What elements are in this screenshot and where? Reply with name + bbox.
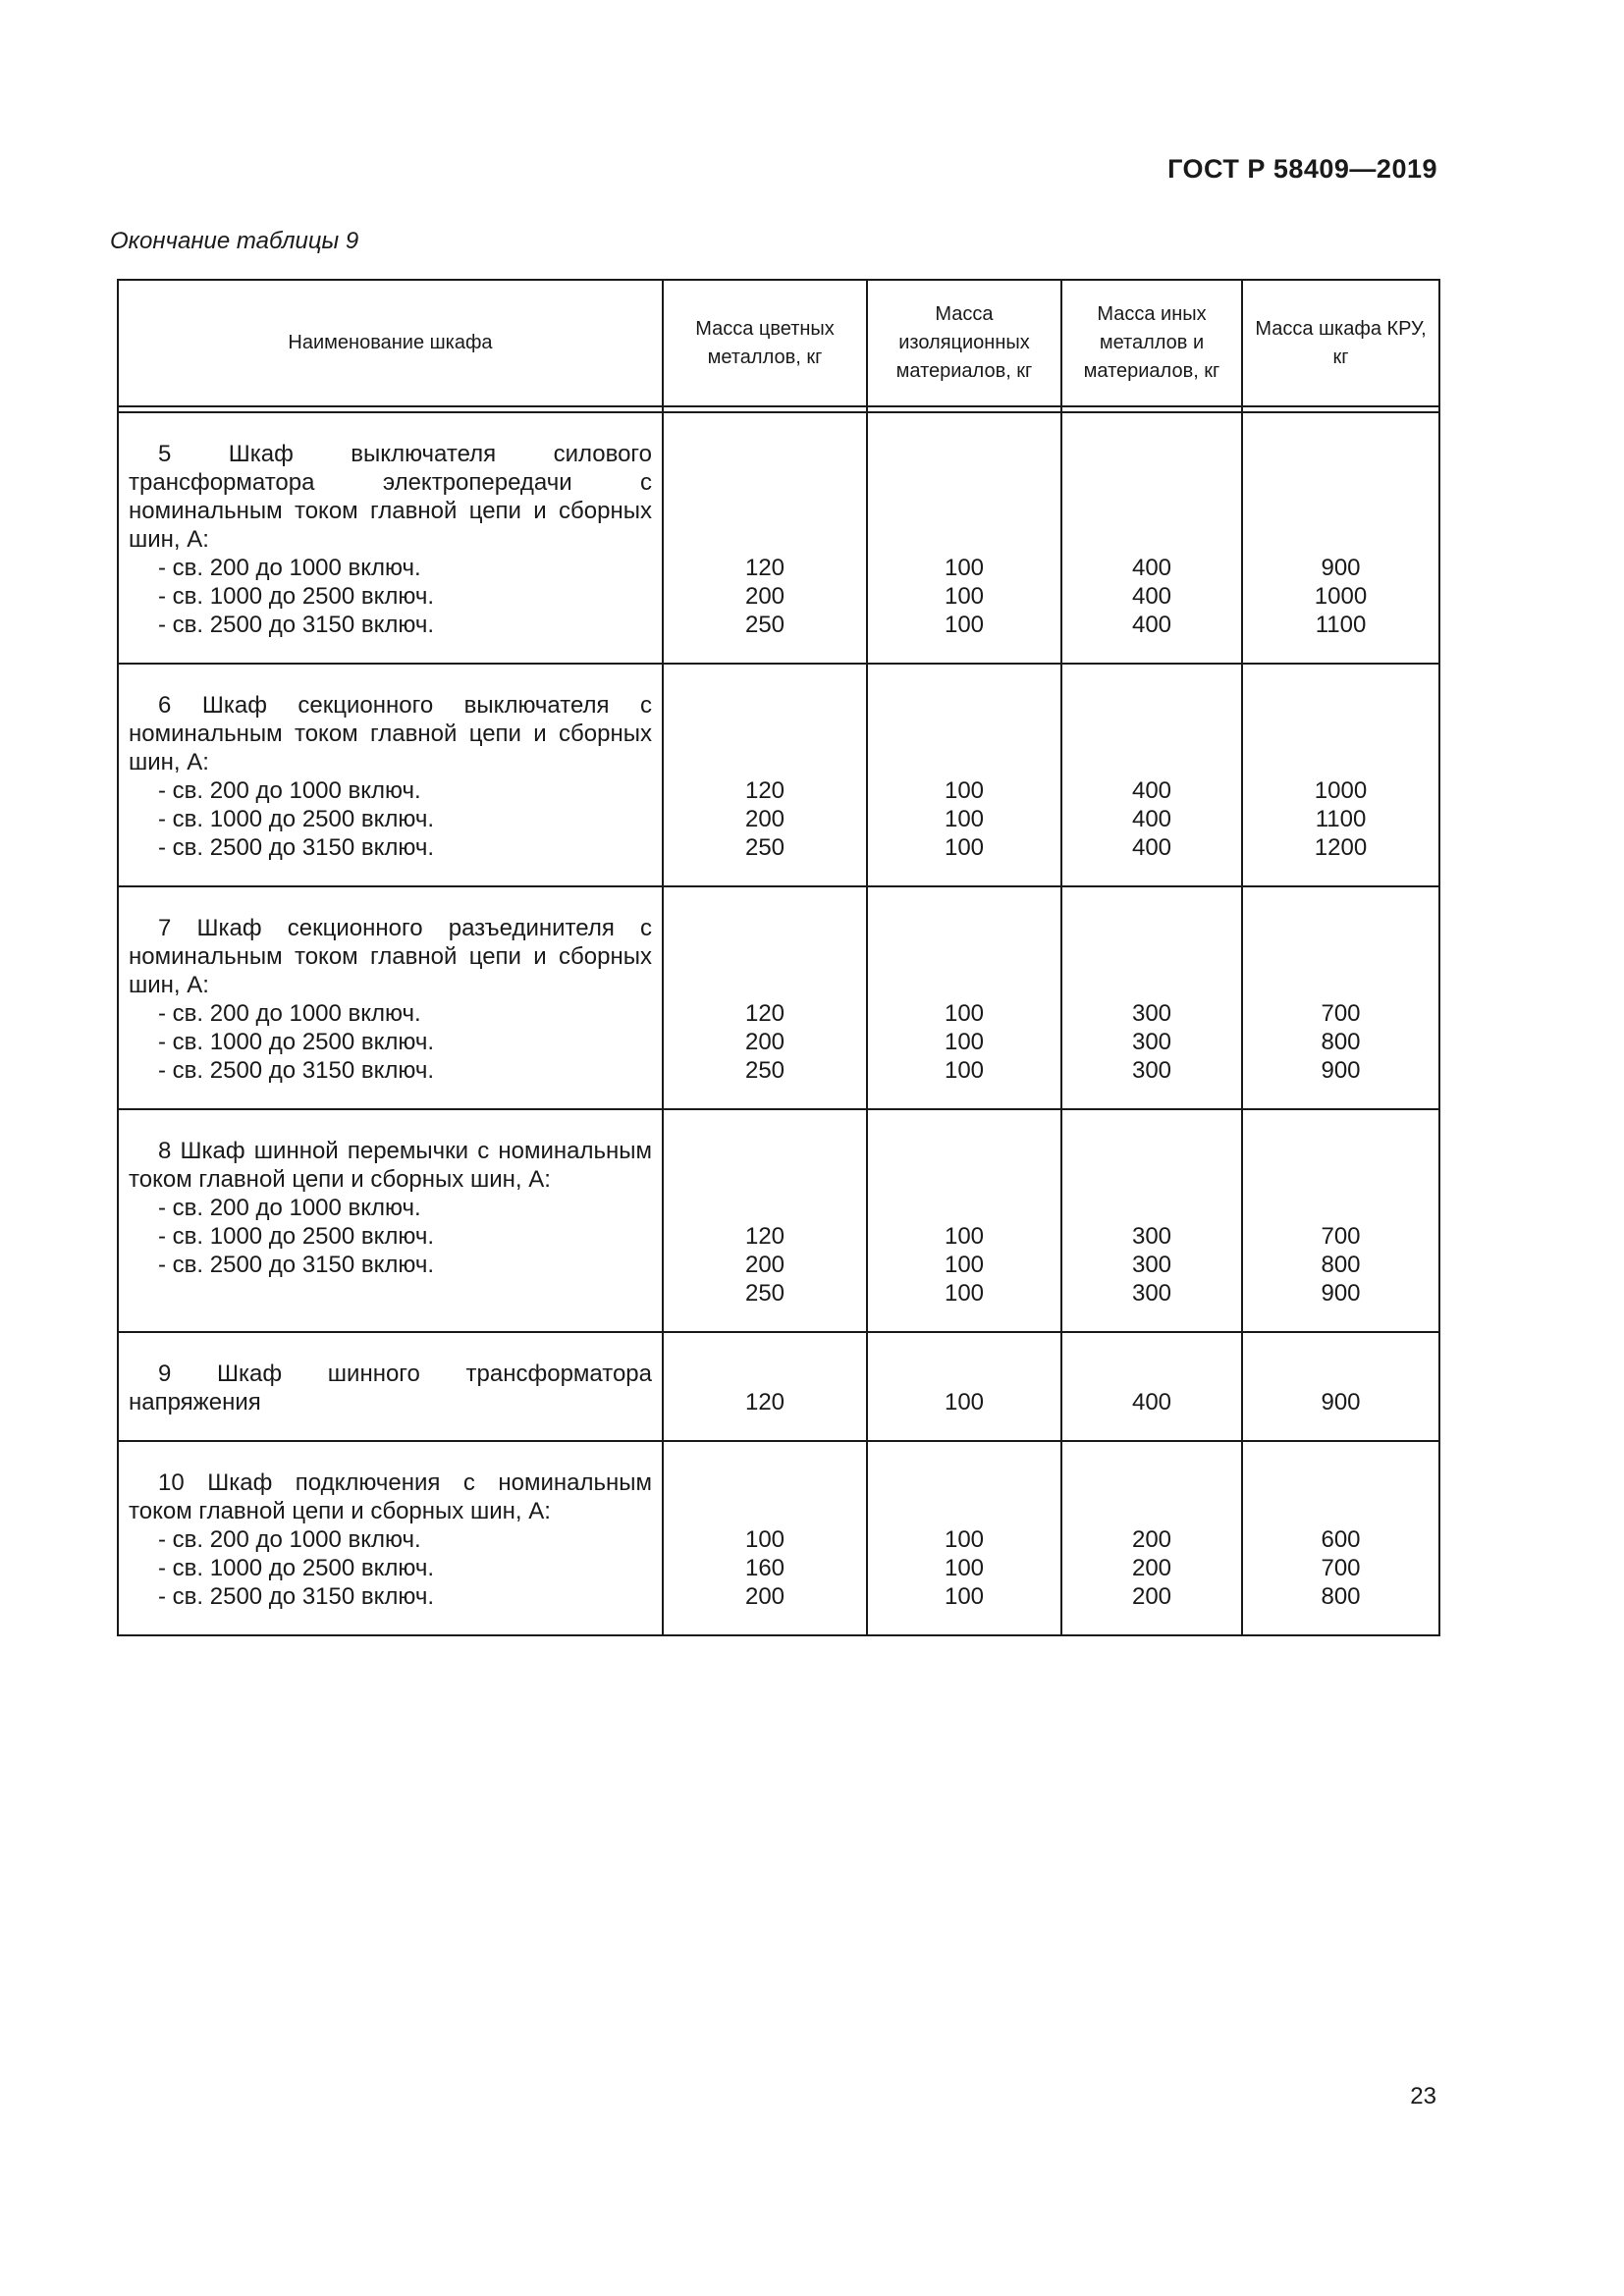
mass-value: 600 (1321, 1526, 1361, 1553)
header-other-mass: Масса иных металлов и материалов, кг (1061, 280, 1242, 406)
cabinet-name-cell (118, 1441, 663, 1635)
cabinet-name-cell (118, 1332, 663, 1441)
mass-value: 100 (944, 1223, 985, 1250)
mass-value: 100 (944, 1526, 985, 1553)
mass-value-cell (867, 1332, 1061, 1441)
mass-value: 100 (944, 1389, 985, 1415)
cabinet-name-cell (118, 886, 663, 1109)
mass-value: 200 (744, 1583, 785, 1610)
mass-value-cell (1242, 886, 1439, 1109)
mass-value: 120 (744, 1389, 785, 1415)
current-range-item: - св. 1000 до 2500 включ. (158, 1223, 435, 1250)
mass-value-cell (663, 1332, 867, 1441)
mass-value-cell (663, 1109, 867, 1332)
mass-value: 120 (744, 1223, 785, 1250)
header-nonferrous-mass: Масса цветных металлов, кг (663, 280, 867, 406)
current-range-item: - св. 1000 до 2500 включ. (158, 583, 435, 610)
mass-value: 200 (744, 583, 785, 610)
table-row (118, 664, 1439, 886)
mass-value-cell (1061, 1332, 1242, 1441)
mass-value: 700 (1321, 1223, 1361, 1250)
mass-value: 800 (1321, 1252, 1361, 1278)
mass-value: 400 (1131, 806, 1172, 832)
mass-value: 1200 (1314, 834, 1368, 861)
mass-value-cell (663, 886, 867, 1109)
mass-value-cell (867, 664, 1061, 886)
mass-value-cell (1061, 1109, 1242, 1332)
mass-table (117, 279, 1440, 1636)
table-row (118, 886, 1439, 1109)
mass-value: 100 (744, 1526, 785, 1553)
header-insulation-mass: Масса изоляционных материалов, кг (867, 280, 1061, 406)
mass-value: 160 (744, 1555, 785, 1581)
mass-value: 100 (944, 1583, 985, 1610)
table-row (118, 412, 1439, 664)
current-range-item: - св. 2500 до 3150 включ. (158, 834, 435, 861)
mass-value: 200 (744, 1252, 785, 1278)
mass-value: 400 (1131, 612, 1172, 638)
mass-value: 1000 (1314, 583, 1368, 610)
table-header-row (118, 280, 1439, 406)
mass-value: 100 (944, 1057, 985, 1084)
current-range-item: - св. 200 до 1000 включ. (158, 1526, 421, 1553)
cabinet-title: 5 Шкаф выключателя силового трансформатора электропередачи с номинальным током главной цепи и сборных шин, А: (129, 441, 652, 553)
mass-value: 1100 (1315, 806, 1367, 832)
mass-value-cell (663, 664, 867, 886)
mass-value: 100 (944, 555, 985, 581)
mass-value-cell (1242, 1332, 1439, 1441)
mass-value-cell (1242, 1441, 1439, 1635)
mass-value: 300 (1131, 1057, 1172, 1084)
current-range-item: - св. 200 до 1000 включ. (158, 777, 421, 804)
cabinet-title: 6 Шкаф секционного выключателя с номинальным током главной цепи и сборных шин, А: (129, 692, 652, 775)
table-row (118, 1332, 1439, 1441)
mass-value: 100 (944, 1029, 985, 1055)
cabinet-name-cell (118, 664, 663, 886)
current-range-item: - св. 200 до 1000 включ. (158, 1000, 421, 1027)
current-range-item: - св. 1000 до 2500 включ. (158, 1555, 435, 1581)
mass-value: 700 (1321, 1000, 1361, 1027)
mass-value: 300 (1131, 1252, 1172, 1278)
mass-value: 900 (1321, 555, 1361, 581)
mass-value: 250 (744, 1057, 785, 1084)
table-row (118, 1441, 1439, 1635)
current-range-item: - св. 2500 до 3150 включ. (158, 1583, 435, 1610)
header-cabinet-mass: Масса шкафа КРУ, кг (1242, 280, 1439, 406)
page-number: 23 (1410, 2083, 1436, 2109)
mass-value: 120 (744, 555, 785, 581)
mass-value-cell (867, 1109, 1061, 1332)
mass-value: 400 (1131, 834, 1172, 861)
mass-value-cell (1242, 412, 1439, 664)
table-row (118, 1109, 1439, 1332)
mass-value-cell (1061, 412, 1242, 664)
mass-value: 800 (1321, 1583, 1361, 1610)
document-code: ГОСТ Р 58409—2019 (1167, 154, 1437, 184)
mass-value: 100 (944, 777, 985, 804)
mass-value: 100 (944, 806, 985, 832)
current-range-item: - св. 2500 до 3150 включ. (158, 1252, 435, 1278)
mass-value: 900 (1321, 1389, 1361, 1415)
mass-value: 400 (1131, 583, 1172, 610)
mass-value: 120 (744, 777, 785, 804)
mass-value: 200 (1131, 1526, 1172, 1553)
mass-value: 200 (744, 806, 785, 832)
current-range-item: - св. 2500 до 3150 включ. (158, 1057, 435, 1084)
mass-value: 100 (944, 583, 985, 610)
mass-value: 300 (1131, 1029, 1172, 1055)
cabinet-title: 10 Шкаф подключения с номинальным током главной цепи и сборных шин, А: (129, 1469, 652, 1524)
mass-value-cell (1061, 886, 1242, 1109)
cabinet-name-cell (118, 1109, 663, 1332)
current-range-item: - св. 200 до 1000 включ. (158, 1195, 421, 1221)
mass-value: 250 (744, 1280, 785, 1307)
cabinet-title: 9 Шкаф шинного трансформатора напряжения (129, 1361, 652, 1415)
table-caption: Окончание таблицы 9 (110, 228, 359, 254)
mass-value: 100 (944, 1280, 985, 1307)
current-range-item: - св. 1000 до 2500 включ. (158, 1029, 435, 1055)
mass-value-cell (1242, 664, 1439, 886)
cabinet-name-cell (118, 412, 663, 664)
mass-value: 800 (1321, 1029, 1361, 1055)
mass-value: 300 (1131, 1223, 1172, 1250)
mass-value: 200 (744, 1029, 785, 1055)
mass-value: 300 (1131, 1000, 1172, 1027)
current-range-item: - св. 1000 до 2500 включ. (158, 806, 435, 832)
mass-value-cell (1061, 664, 1242, 886)
mass-value: 400 (1131, 1389, 1172, 1415)
mass-value: 100 (944, 1555, 985, 1581)
mass-value: 400 (1131, 777, 1172, 804)
mass-value: 100 (944, 1252, 985, 1278)
mass-value-cell (663, 1441, 867, 1635)
mass-value: 100 (944, 612, 985, 638)
mass-value: 1000 (1314, 777, 1368, 804)
current-range-item: - св. 200 до 1000 включ. (158, 555, 421, 581)
header-cabinet-name: Наименование шкафа (118, 280, 663, 406)
mass-value-cell (663, 412, 867, 664)
mass-value-cell (1061, 1441, 1242, 1635)
mass-value: 120 (744, 1000, 785, 1027)
table-body (118, 406, 1439, 1635)
mass-value: 100 (944, 1000, 985, 1027)
cabinet-title: 7 Шкаф секционного разъединителя с номинальным током главной цепи и сборных шин, А: (129, 915, 652, 998)
mass-value: 300 (1131, 1280, 1172, 1307)
mass-value: 400 (1131, 555, 1172, 581)
mass-value: 200 (1131, 1555, 1172, 1581)
mass-value: 250 (744, 612, 785, 638)
mass-value: 900 (1321, 1057, 1361, 1084)
mass-value-cell (867, 412, 1061, 664)
mass-value: 100 (944, 834, 985, 861)
cabinet-title: 8 Шкаф шинной перемычки с номинальным током главной цепи и сборных шин, А: (129, 1138, 652, 1193)
mass-value: 200 (1131, 1583, 1172, 1610)
mass-value: 250 (744, 834, 785, 861)
mass-value-cell (867, 886, 1061, 1109)
current-range-item: - св. 2500 до 3150 включ. (158, 612, 435, 638)
mass-value-cell (867, 1441, 1061, 1635)
mass-value-cell (1242, 1109, 1439, 1332)
mass-value: 1100 (1315, 612, 1367, 638)
mass-value: 700 (1321, 1555, 1361, 1581)
mass-value: 900 (1321, 1280, 1361, 1307)
